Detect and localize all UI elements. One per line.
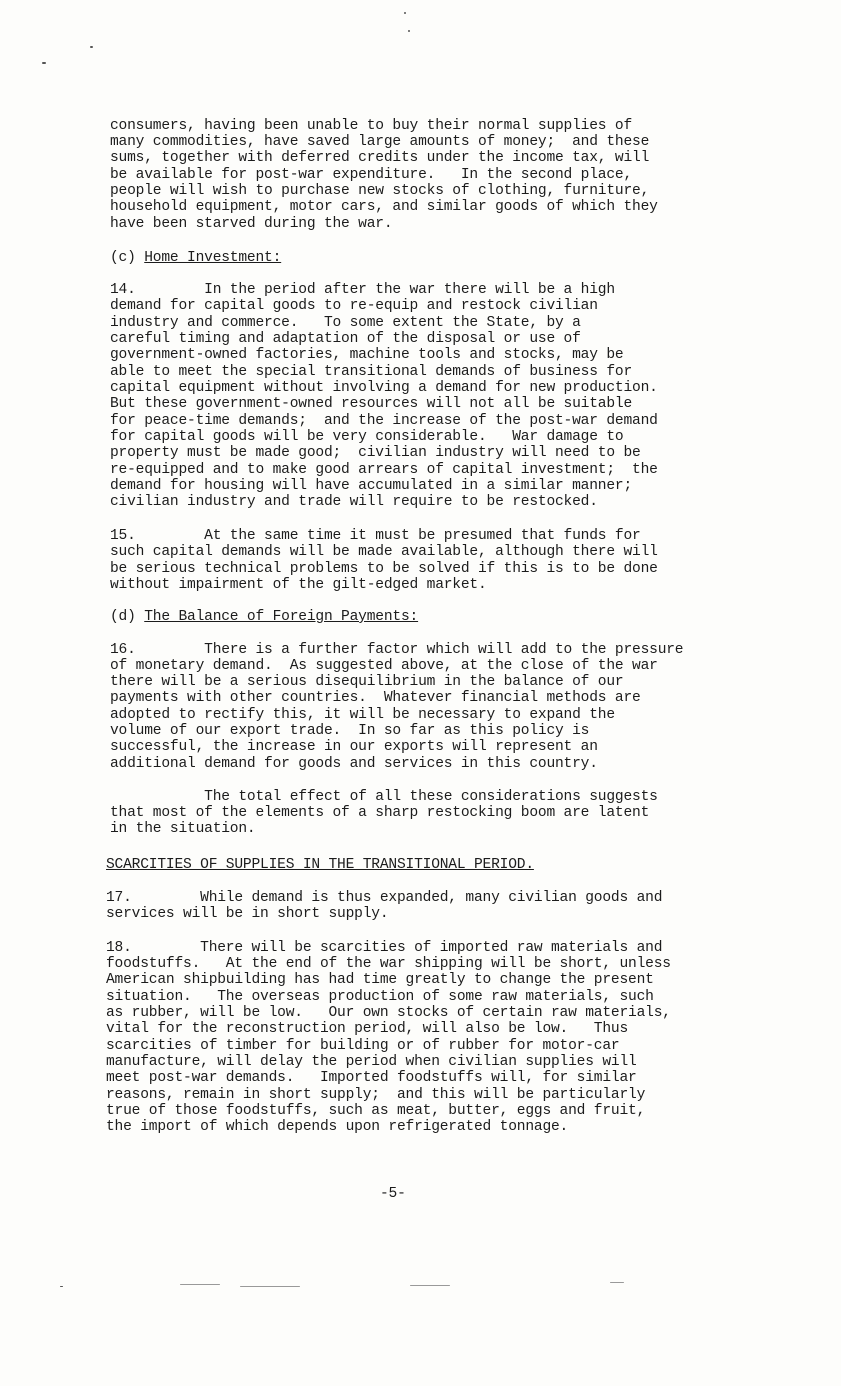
text-line: situation. The overseas production of some raw materials, such [106, 989, 654, 1005]
text-line: industry and commerce. To some extent the State, by a [110, 315, 581, 331]
heading-home-investment [110, 250, 281, 266]
scan-speck [404, 12, 406, 14]
text-line: the import of which depends upon refrigerated tonnage. [106, 1119, 569, 1135]
text-line: sums, together with deferred credits under the income tax, will [110, 150, 650, 166]
text-line: 14. In the period after the war there will be a high [110, 282, 615, 298]
text-line: people will wish to purchase new stocks of clothing, furniture, [110, 183, 650, 199]
text-line: services will be in short supply. [106, 906, 389, 922]
text-line: have been starved during the war. [110, 216, 393, 232]
text-line: for capital goods will be very considerable. War damage to [110, 429, 624, 445]
text-line: vital for the reconstruction period, will also be low. Thus [106, 1021, 629, 1037]
section-heading-scarcities: SCARCITIES OF SUPPLIES IN THE TRANSITIONAL PERIOD. [106, 857, 534, 873]
text-line: careful timing and adaptation of the disposal or use of [110, 331, 581, 347]
scan-speck [610, 1282, 624, 1283]
text-line: payments with other countries. Whatever financial methods are [110, 690, 641, 706]
text-line: successful, the increase in our exports will represent an [110, 739, 598, 755]
text-line: 15. At the same time it must be presumed that funds for [110, 528, 641, 544]
scan-speck [408, 30, 410, 32]
text-line: as rubber, will be low. Our own stocks of certain raw materials, [106, 1005, 671, 1021]
text-line: for peace-time demands; and the increase of the post-war demand [110, 413, 658, 429]
text-line: such capital demands will be made available, although there will [110, 544, 658, 560]
text-line: 16. There is a further factor which will add to the pressure [110, 642, 684, 658]
text-line: household equipment, motor cars, and similar goods of which they [110, 199, 658, 215]
scan-speck [180, 1284, 220, 1285]
text-line: foodstuffs. At the end of the war shipping will be short, unless [106, 956, 671, 972]
text-line: meet post-war demands. Imported foodstuffs will, for similar [106, 1070, 637, 1086]
text-line: able to meet the special transitional demands of business for [110, 364, 633, 380]
text-line: re-equipped and to make good arrears of capital investment; the [110, 462, 658, 478]
heading-prefix: (d) [110, 609, 145, 625]
text-line: capital equipment without involving a demand for new production. [110, 380, 658, 396]
text-line: many commodities, have saved large amounts of money; and these [110, 134, 650, 150]
heading-prefix: (c) [110, 250, 145, 266]
text-line: be serious technical problems to be solved if this is to be done [110, 561, 658, 577]
text-line: government-owned factories, machine tools and stocks, may be [110, 347, 624, 363]
scan-speck [90, 46, 93, 48]
text-line: of monetary demand. As suggested above, at the close of the war [110, 658, 658, 674]
text-line: additional demand for goods and services in this country. [110, 756, 598, 772]
page-number: -5- [380, 1186, 406, 1202]
heading-title: The Balance of Foreign Payments: [144, 609, 419, 625]
text-line: there will be a serious disequilibrium in the balance of our [110, 674, 624, 690]
text-line: in the situation. [110, 821, 256, 837]
text-line: 17. While demand is thus expanded, many civilian goods and [106, 890, 663, 906]
text-line: adopted to rectify this, it will be necessary to expand the [110, 707, 615, 723]
heading-balance-of-foreign-payments [110, 609, 418, 625]
text-line: property must be made good; civilian industry will need to be [110, 445, 641, 461]
text-line: civilian industry and trade will require to be restocked. [110, 494, 598, 510]
scan-speck [240, 1286, 300, 1287]
text-line: consumers, having been unable to buy their normal supplies of [110, 118, 633, 134]
text-line: manufacture, will delay the period when civilian supplies will [106, 1054, 637, 1070]
scan-speck [60, 1286, 63, 1287]
text-line: demand for housing will have accumulated in a similar manner; [110, 478, 633, 494]
heading-title: Home Investment: [144, 250, 282, 266]
text-line: without impairment of the gilt-edged market. [110, 577, 487, 593]
text-line: be available for post-war expenditure. In the second place, [110, 167, 633, 183]
scan-speck [42, 62, 46, 64]
text-line: volume of our export trade. In so far as this policy is [110, 723, 590, 739]
text-line: scarcities of timber for building or of rubber for motor-car [106, 1038, 620, 1054]
text-line: American shipbuilding has had time greatly to change the present [106, 972, 654, 988]
text-line: But these government-owned resources will not all be suitable [110, 396, 633, 412]
text-line: demand for capital goods to re-equip and restock civilian [110, 298, 598, 314]
text-line: that most of the elements of a sharp restocking boom are latent [110, 805, 650, 821]
text-line: reasons, remain in short supply; and this will be particularly [106, 1087, 646, 1103]
text-line: true of those foodstuffs, such as meat, butter, eggs and fruit, [106, 1103, 646, 1119]
scan-speck [410, 1285, 450, 1286]
text-line: 18. There will be scarcities of imported raw materials and [106, 940, 663, 956]
text-line: The total effect of all these considerations suggests [110, 789, 658, 805]
